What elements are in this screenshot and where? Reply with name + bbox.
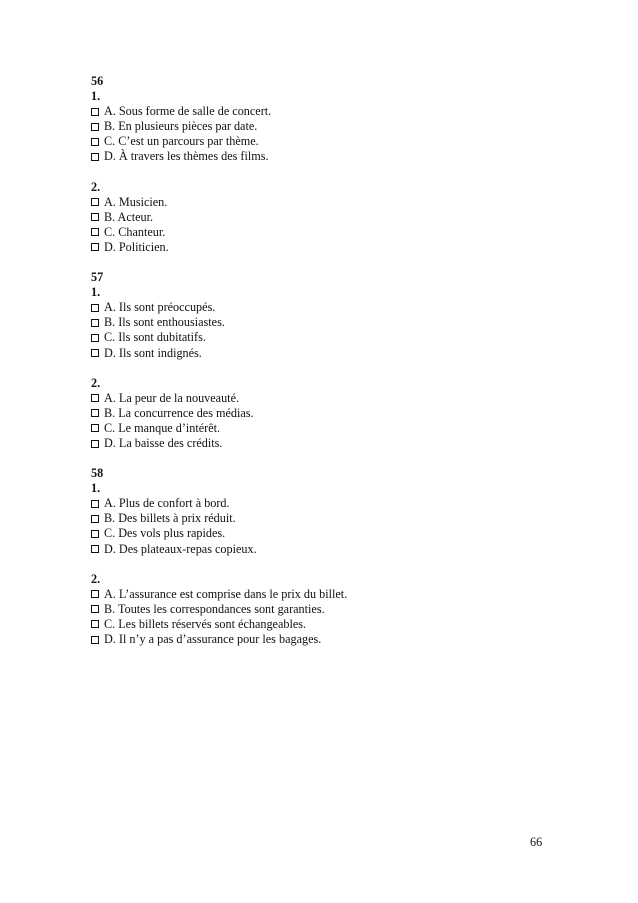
checkbox-icon[interactable] (91, 123, 99, 131)
exercise-section-56 (91, 74, 561, 255)
answer-option-label: A. Sous forme de salle de concert. (104, 104, 272, 119)
answer-option-label: C. Ils sont dubitatifs. (104, 330, 206, 345)
question-number: 2. (91, 571, 101, 586)
answer-option-label: C. Chanteur. (104, 224, 166, 239)
question-number: 2. (91, 375, 101, 390)
answer-option-label: C. C’est un parcours par thème. (104, 134, 259, 149)
answer-option-label: A. L’assurance est comprise dans le prix du billet. (104, 586, 348, 601)
checkbox-icon[interactable] (91, 213, 99, 221)
answer-option (91, 149, 561, 164)
answer-option (91, 632, 561, 647)
question-number: 1. (91, 89, 101, 104)
section-number: 57 (91, 270, 104, 285)
answer-option (91, 391, 561, 406)
answer-option (91, 104, 561, 119)
answer-option (91, 240, 561, 255)
checkbox-icon[interactable] (91, 545, 99, 553)
checkbox-icon[interactable] (91, 605, 99, 613)
answer-option-label: C. Des vols plus rapides. (104, 526, 226, 541)
answer-option-label: A. Plus de confort à bord. (104, 496, 230, 511)
answer-option (91, 330, 561, 345)
answer-option (91, 496, 561, 511)
section-number: 56 (91, 74, 104, 88)
answer-option-label: C. Les billets réservés sont échangeables. (104, 616, 307, 631)
checkbox-icon[interactable] (91, 349, 99, 357)
answer-option-label: A. Musicien. (104, 194, 168, 209)
checkbox-icon[interactable] (91, 198, 99, 206)
section-number: 58 (91, 466, 104, 481)
checkbox-icon[interactable] (91, 500, 99, 508)
answer-option (91, 346, 561, 361)
checkbox-icon[interactable] (91, 334, 99, 342)
checkbox-icon[interactable] (91, 424, 99, 432)
answer-option-label: D. Des plateaux-repas copieux. (104, 541, 257, 556)
answer-option (91, 511, 561, 526)
question-number: 2. (91, 179, 101, 194)
answer-option-label: C. Le manque d’intérêt. (104, 420, 221, 435)
checkbox-icon[interactable] (91, 394, 99, 402)
checkbox-icon[interactable] (91, 243, 99, 251)
question-block (91, 89, 561, 164)
checkbox-icon[interactable] (91, 530, 99, 538)
exercise-content (91, 74, 561, 662)
checkbox-icon[interactable] (91, 304, 99, 312)
answer-option-label: A. La peur de la nouveauté. (104, 390, 240, 405)
answer-option (91, 210, 561, 225)
answer-option (91, 225, 561, 240)
answer-option-label: B. La concurrence des médias. (104, 405, 254, 420)
answer-option (91, 315, 561, 330)
page-number: 66 (530, 835, 543, 849)
answer-option (91, 602, 561, 617)
answer-option-label: B. Ils sont enthousiastes. (104, 315, 225, 330)
question-number: 1. (91, 285, 101, 300)
question-block (91, 481, 561, 556)
question-block (91, 285, 561, 360)
checkbox-icon[interactable] (91, 409, 99, 417)
checkbox-icon[interactable] (91, 620, 99, 628)
answer-option (91, 542, 561, 557)
answer-option (91, 406, 561, 421)
answer-option (91, 587, 561, 602)
answer-option (91, 436, 561, 451)
checkbox-icon[interactable] (91, 138, 99, 146)
answer-option (91, 617, 561, 632)
question-block (91, 180, 561, 255)
answer-option-label: D. À travers les thèmes des films. (104, 149, 269, 164)
answer-option (91, 526, 561, 541)
checkbox-icon[interactable] (91, 590, 99, 598)
checkbox-icon[interactable] (91, 319, 99, 327)
answer-option-label: B. Des billets à prix réduit. (104, 511, 236, 526)
answer-option (91, 421, 561, 436)
answer-option (91, 119, 561, 134)
checkbox-icon[interactable] (91, 440, 99, 448)
answer-option-label: D. La baisse des crédits. (104, 435, 223, 450)
answer-option (91, 300, 561, 315)
checkbox-icon[interactable] (91, 228, 99, 236)
checkbox-icon[interactable] (91, 108, 99, 116)
answer-option-label: D. Ils sont indignés. (104, 345, 202, 360)
checkbox-icon[interactable] (91, 636, 99, 644)
answer-option (91, 195, 561, 210)
exercise-section-57 (91, 270, 561, 451)
answer-option-label: B. Toutes les correspondances sont garanties. (104, 601, 325, 616)
answer-option (91, 134, 561, 149)
answer-option-label: D. Politicien. (104, 239, 169, 254)
question-block (91, 376, 561, 451)
answer-option-label: B. Acteur. (104, 209, 154, 224)
answer-option-label: B. En plusieurs pièces par date. (104, 119, 258, 134)
question-block (91, 572, 561, 647)
checkbox-icon[interactable] (91, 515, 99, 523)
checkbox-icon[interactable] (91, 153, 99, 161)
answer-option-label: A. Ils sont préoccupés. (104, 300, 216, 315)
exercise-section-58 (91, 466, 561, 647)
answer-option-label: D. Il n’y a pas d’assurance pour les bagages. (104, 632, 322, 646)
question-number: 1. (91, 481, 101, 496)
